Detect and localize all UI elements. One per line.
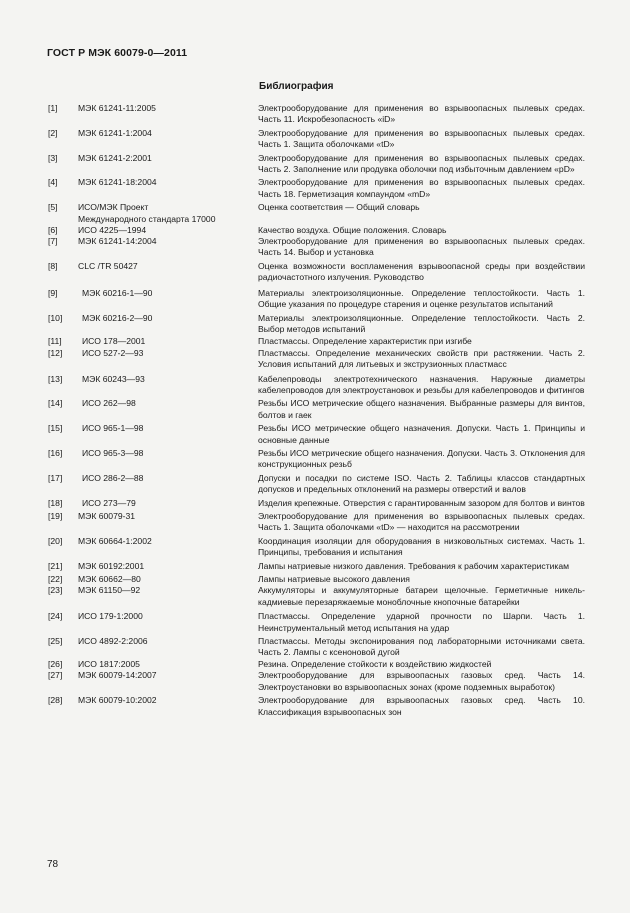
reference-item [0, 398, 630, 421]
ref-code: МЭК 61241-18:2004 [78, 177, 157, 188]
ref-code: МЭК 60664-1:2002 [78, 535, 152, 546]
ref-text: Пластмассы. Определение механических свойств при растяжении. Часть 2. Условия испытаний для литьевых и экструзионных пластмасс [258, 347, 585, 370]
ref-number: [17] [48, 472, 63, 483]
ref-code: МЭК 60216-2—90 [82, 312, 153, 323]
ref-text: Допуски и посадки по системе ISO. Часть 2. Таблицы классов стандартных допусков и предельных отклонений на размеры отверстий и валов [258, 472, 585, 495]
ref-text: Электрооборудование для применения во взрывоопасных пылевых средах. Часть 14. Выбор и установка [258, 236, 585, 258]
ref-code: ИСО 286-2—88 [82, 472, 144, 483]
ref-code: ИСО 1817:2005 [78, 658, 140, 669]
ref-text: Координация изоляции для оборудования в низковольтных системах. Часть 1. Принципы, требования и испытания [258, 535, 585, 558]
ref-text: Электрооборудование для применения во взрывоопасных пылевых средах. Часть 11. Искробезопасность «iD» [258, 103, 585, 125]
ref-number: [22] [48, 574, 63, 585]
ref-number: [28] [48, 695, 63, 706]
ref-number: [18] [48, 497, 63, 508]
ref-number: [2] [48, 127, 58, 138]
reference-item [0, 288, 630, 311]
reference-item [0, 511, 630, 534]
reference-item [0, 498, 630, 509]
reference-item [0, 177, 630, 200]
page-number: 78 [47, 859, 59, 870]
reference-item [0, 336, 630, 347]
bibliography-title: Библиография [259, 81, 334, 92]
ref-text: Электрооборудование для применения во взрывоопасных пылевых средах. Часть 1. Защита оболочками «tD» [258, 127, 585, 150]
ref-number: [21] [48, 560, 63, 571]
ref-text: Электрооборудование для применения во взрывоопасных пылевых средах. Часть 1. Защита оболочками «tD» — находится на рассмотрении [258, 511, 585, 533]
ref-text: Аккумуляторы и аккумуляторные батареи щелочные. Герметичные никель-кадмиевые перезаряжаемые моноблочные кнопочные батарейки [258, 585, 585, 607]
ref-number: [25] [48, 636, 63, 647]
reference-item [0, 202, 630, 224]
ref-text: Резина. Определение стойкости к воздействию жидкостей [258, 658, 492, 669]
ref-number: [19] [48, 511, 63, 521]
ref-number: [10] [48, 312, 63, 323]
ref-code: МЭК 61241-11:2005 [78, 103, 156, 113]
ref-text: Кабелепроводы электротехнического назначения. Наружные диаметры кабелепроводов для электроустановок и резьбы для кабелепроводов и фитингов [258, 373, 585, 395]
reference-item [0, 448, 630, 471]
ref-code: МЭК 60662—80 [78, 574, 141, 585]
ref-text: Пластмассы. Определение ударной прочности по Шарпи. Часть 1. Неинструментальный метод испытания на удар [258, 611, 585, 633]
ref-number: [20] [48, 535, 63, 546]
reference-item [0, 348, 630, 371]
ref-code: ИСО 262—98 [82, 398, 136, 409]
reference-item [0, 225, 630, 236]
reference-item [0, 423, 630, 446]
ref-number: [6] [48, 224, 58, 235]
ref-text: Электрооборудование для взрывоопасных газовых сред. Часть 14. Электроустановки во взрывоопасных зонах (кроме подземных выработок) [258, 670, 585, 692]
reference-item [0, 374, 630, 397]
ref-code: ИСО 4225—1994 [78, 224, 147, 235]
reference-item [0, 574, 630, 585]
ref-text: Электрооборудование для применения во взрывоопасных пылевых средах. Часть 18. Герметизация компаундом «mD» [258, 177, 585, 199]
ref-number: [27] [48, 670, 63, 681]
ref-code: МЭК 60079-10:2002 [78, 695, 157, 706]
reference-item [0, 636, 630, 659]
ref-text: Пластмассы. Определение характеристик при изгибе [258, 336, 472, 347]
ref-number: [14] [48, 398, 63, 409]
ref-text: Резьбы ИСО метрические общего назначения. Допуски. Часть 1. Принципы и основные данные [258, 423, 585, 445]
ref-code: ИСО 965-3—98 [82, 447, 144, 458]
ref-text: Качество воздуха. Общие положения. Словарь [258, 224, 447, 235]
ref-text: Лампы натриевые низкого давления. Требования к рабочим характеристикам [258, 560, 570, 571]
ref-text: Материалы электроизоляционные. Определение теплостойкости. Часть 1. Общие указания по процедуре старения и оценке результатов испытаний [258, 287, 585, 310]
reference-item [0, 473, 630, 496]
ref-code: МЭК 60243—93 [82, 373, 145, 384]
ref-number: [11] [48, 336, 62, 347]
ref-number: [24] [48, 611, 63, 622]
reference-item [0, 695, 630, 718]
ref-code: МЭК 60079-14:2007 [78, 670, 157, 681]
reference-item [0, 103, 630, 126]
reference-item [0, 611, 630, 634]
reference-item [0, 313, 630, 336]
ref-number: [9] [48, 287, 58, 298]
reference-item [0, 561, 630, 572]
ref-code: CLC /TR 50427 [78, 260, 138, 271]
ref-text: Пластмассы. Методы экспонирования под лабораторными источниками света. Часть 2. Лампы с ксеноновой дугой [258, 636, 585, 658]
ref-number: [12] [48, 347, 63, 358]
reference-item [0, 585, 630, 608]
ref-number: [5] [48, 202, 58, 213]
ref-code: ИСО 527-2—93 [82, 347, 144, 358]
ref-number: [16] [48, 447, 63, 458]
ref-code: МЭК 60079-31 [78, 511, 136, 521]
ref-code: ИСО 4892-2:2006 [78, 636, 148, 647]
ref-text: Электрооборудование для взрывоопасных газовых сред. Часть 10. Классификация взрывоопасных зон [258, 695, 585, 717]
reference-item [0, 261, 630, 284]
ref-code: ИСО/МЭК Проект Международного стандарта 17000 [78, 202, 216, 224]
ref-number: [3] [48, 152, 58, 163]
ref-number: [26] [48, 658, 63, 669]
ref-code: МЭК 61241-14:2004 [78, 236, 157, 247]
reference-item [0, 236, 630, 259]
ref-number: [15] [48, 423, 63, 434]
ref-number: [23] [48, 585, 63, 596]
ref-code: ИСО 179-1:2000 [78, 611, 143, 622]
ref-number: [1] [48, 103, 58, 113]
reference-list [0, 103, 630, 718]
reference-item [0, 153, 630, 176]
reference-item [0, 659, 630, 670]
ref-number: [8] [48, 260, 58, 271]
reference-item [0, 536, 630, 559]
ref-code: ИСО 965-1—98 [82, 423, 144, 434]
ref-text: Материалы электроизоляционные. Определение теплостойкости. Часть 2. Выбор методов испытаний [258, 312, 585, 334]
ref-number: [4] [48, 177, 58, 188]
ref-text: Резьбы ИСО метрические общего назначения. Выбранные размеры для винтов, болтов и гаек [258, 398, 585, 420]
document-header: ГОСТ Р МЭК 60079-0—2011 [47, 47, 188, 59]
ref-code: ИСО 273—79 [82, 497, 136, 508]
ref-text: Оценка соответствия — Общий словарь [258, 202, 420, 213]
ref-code: МЭК 61150—92 [78, 585, 141, 596]
ref-text: Изделия крепежные. Отверстия с гарантированным зазором для болтов и винтов [258, 497, 585, 508]
ref-text: Резьбы ИСО метрические общего назначения. Допуски. Часть 3. Отклонения для конструкционных резьб [258, 447, 585, 470]
reference-item [0, 670, 630, 693]
ref-number: [7] [48, 236, 58, 247]
ref-text: Лампы натриевые высокого давления [258, 574, 410, 585]
ref-code: ИСО 178—2001 [82, 336, 146, 347]
ref-code: МЭК 60192:2001 [78, 560, 145, 571]
reference-item [0, 128, 630, 151]
ref-number: [13] [48, 373, 63, 384]
ref-code: МЭК 60216-1—90 [82, 287, 153, 298]
ref-code: МЭК 61241-1:2004 [78, 127, 152, 138]
ref-text: Оценка возможности воспламенения взрывоопасной среды при воздействии радиочастотного излучения. Руководство [258, 260, 585, 283]
ref-text: Электрооборудование для применения во взрывоопасных пылевых средах. Часть 2. Заполнение или продувка оболочки под избыточным давлением «pD» [258, 152, 585, 175]
ref-code: МЭК 61241-2:2001 [78, 152, 152, 163]
